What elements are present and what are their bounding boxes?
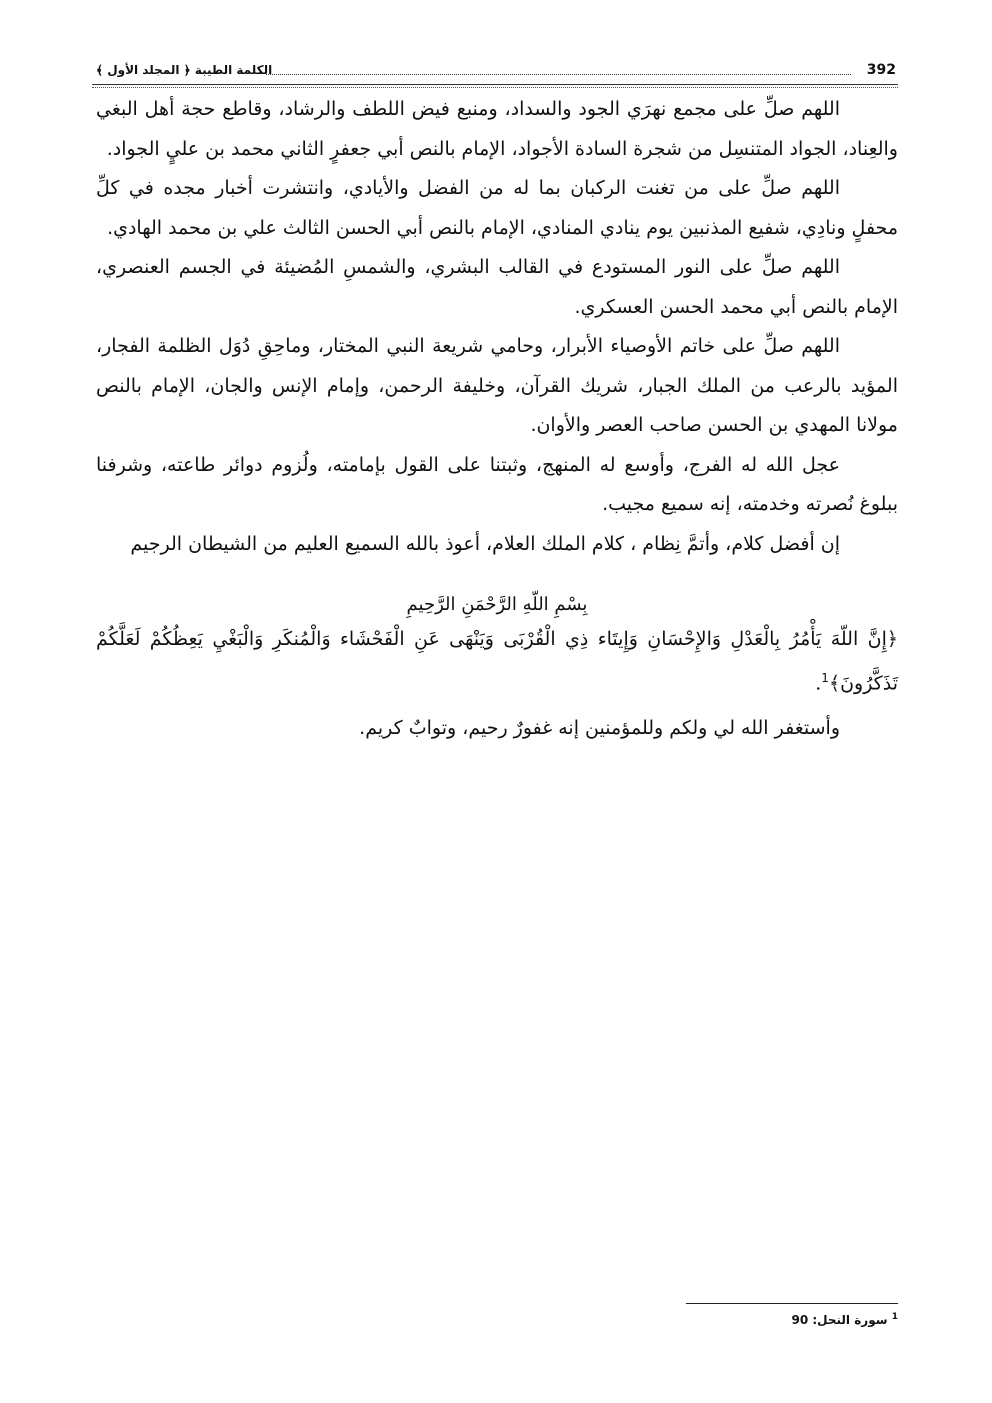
header-rule-dotted	[92, 87, 898, 88]
closing-prayer: وأستغفر الله لي ولكم وللمؤمنين إنه غفورٌ رحيم، وتوابٌ كريم.	[359, 717, 840, 740]
paragraph-1: اللهم صلِّ على مجمع نهرَي الجود والسداد، ومنبع فيض اللطف والرشاد، وقاطع حجة أهل البغي والعِناد، الجواد المتنسِل من شجرة السادة الأجواد، الإمام بالنص أبي جعفرٍ الثاني محمد بن عليٍ الجواد.	[96, 98, 898, 160]
paragraph-5: عجل الله له الفرج، وأوسع له المنهج، وثبتنا على القول بإمامته، ولُزوم دوائر طاعته، وشرفنا ببلوغ نُصرته وخدمته، إنه سميع مجيب.	[96, 453, 898, 515]
paragraph-4: اللهم صلِّ على خاتم الأوصياء الأبرار، وحامي شريعة النبي المختار، وماحِقِ دُوَل الظلمة الفجار، المؤيد بالرعب من الملك الجبار، شريك القرآن، وخليفة الرحمن، وإمام الإنس والجان، الإمام بالنص مولانا المهدي بن الحسن صاحب العصر والأوان.	[96, 335, 898, 436]
basmala: بِسْمِ اللّهِ الرَّحْمَنِ الرَّحِيمِ	[406, 594, 588, 615]
quran-verse: ﴿إِنَّ اللّهَ يَأْمُرُ بِالْعَدْلِ وَالإِحْسَانِ وَإِيتَاء ذِي الْقُرْبَى وَيَنْهَى عَنِ الْفَحْشَاء وَالْمُنكَرِ وَالْبَغْيِ يَعِظُكُمْ لَعَلَّكُمْ تَذَكَّرُونَ﴾$^1$.	[96, 628, 898, 695]
footnote-text: سورة النحل: 90	[791, 1313, 888, 1327]
header-leader-dots	[266, 74, 851, 75]
paragraph-3: اللهم صلِّ على النور المستودع في القالب البشري، والشمسِ المُضيئة في الجسم العنصري، الإمام بالنص أبي محمد الحسن العسكري.	[96, 256, 898, 318]
quran-verse-text: ﴿إِنَّ اللّهَ يَأْمُرُ بِالْعَدْلِ وَالإِحْسَانِ وَإِيتَاء ذِي الْقُرْبَى وَيَنْهَى عَنِ الْفَحْشَاء وَالْمُنكَرِ وَالْبَغْيِ يَعِظُكُمْ لَعَلَّكُمْ تَذَكَّرُونَ﴾	[96, 628, 898, 695]
paragraph-2: اللهم صلِّ على من تغنت الركبان بما له من الفضل والأيادي، وانتشرت أخبار مجده في كلِّ محفلٍ ونادِي، شفيع المذنبين يوم ينادي المنادي، الإمام بالنص أبي الحسن الثالث علي بن محمد الهادي.	[96, 177, 898, 239]
running-header	[96, 60, 896, 82]
footnote	[791, 1312, 898, 1327]
paragraph-6: إن أفضل كلام، وأتمَّ نِظام ، كلام الملك العلام، أعوذ بالله السميع العليم من الشيطان الرجيم	[130, 532, 840, 555]
footnote-ref[interactable]: 1	[821, 671, 829, 685]
footnote-rule	[686, 1303, 898, 1304]
body-text	[96, 90, 898, 749]
book-title: الكلمة الطيبة ﴿ المجلد الأول ﴾	[96, 63, 273, 77]
footnote-number: 1	[891, 1312, 898, 1322]
header-rule	[92, 84, 898, 85]
page-number: 392	[866, 62, 896, 78]
